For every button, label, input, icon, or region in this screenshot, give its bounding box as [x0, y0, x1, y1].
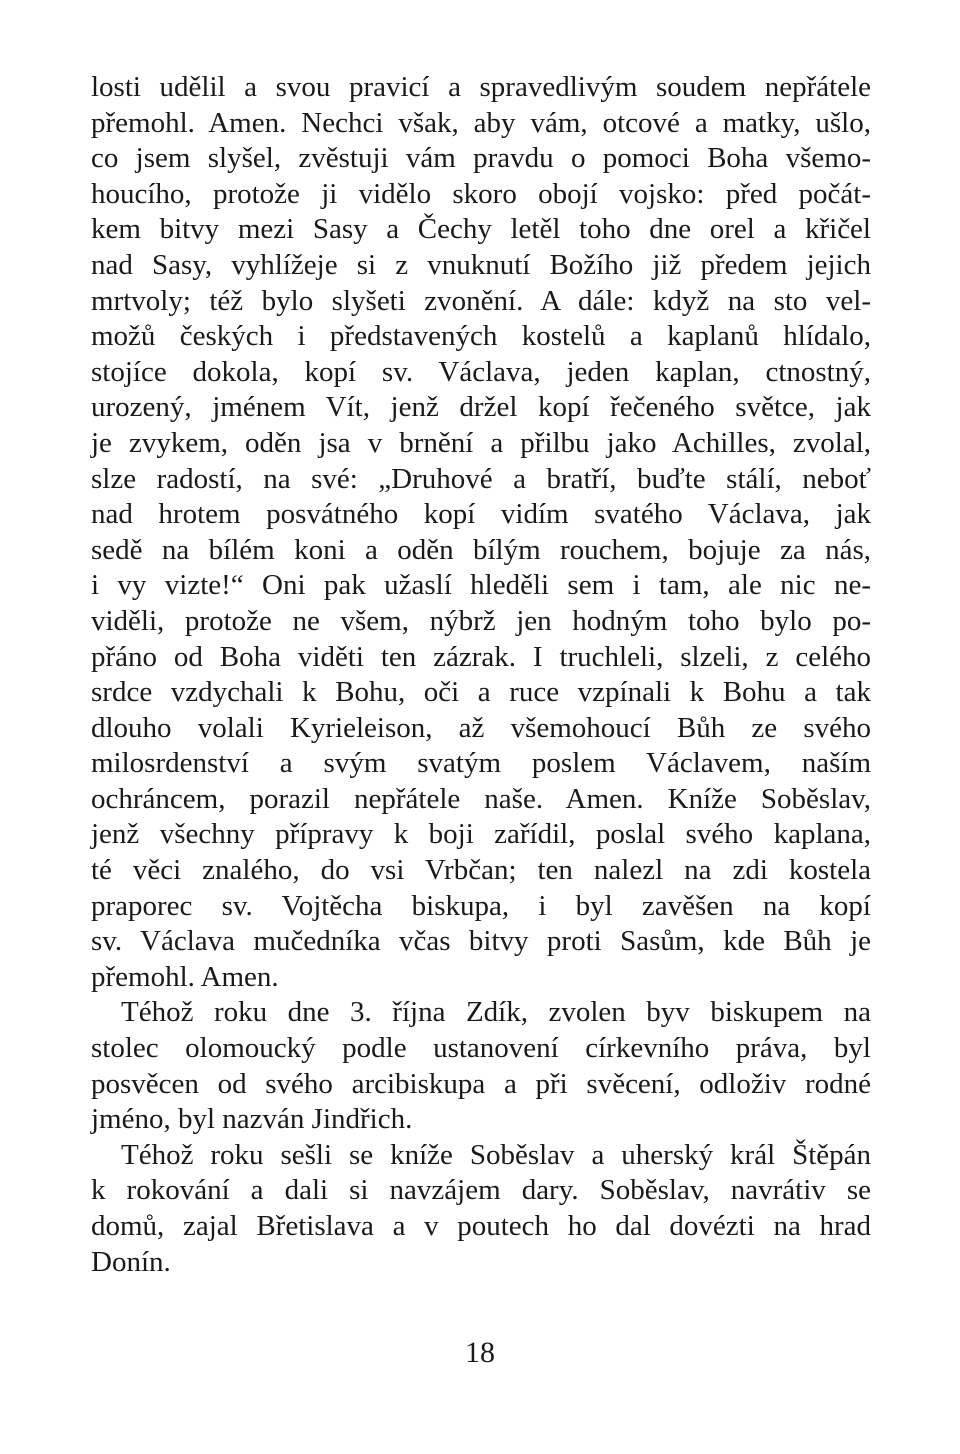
text-line: urozený, jménem Vít, jenž držel kopí řečeného světce, jak: [91, 391, 871, 424]
text-line: domů, zajal Břetislava a v poutech ho dal dovézti na hrad: [91, 1210, 871, 1242]
text-line: praporec sv. Vojtěcha biskupa, i byl zavěšen na kopí: [91, 889, 871, 922]
text-line: přáno od Boha viděti ten zázrak. I truchleli, slzeli, z celého: [91, 640, 871, 673]
text-line: sedě na bílém koni a oděn bílým rouchem, bojuje za nás,: [91, 533, 871, 566]
text-line: srdce vzdychali k Bohu, oči a ruce vzpínali k Bohu a tak: [91, 676, 871, 709]
text-line: ochráncem, porazil nepřátele naše. Amen. Kníže Soběslav,: [91, 782, 871, 815]
text-line: k rokování a dali si navzájem dary. Soběslav, navrátiv se: [91, 1174, 871, 1207]
text-line: jméno, byl nazván Jindřich.: [91, 1103, 413, 1136]
body-text: [91, 70, 871, 1280]
text-line: mrtvoly; též bylo slyšeti zvonění. A dále: když na sto vel-: [91, 284, 871, 317]
text-line: přemohl. Amen.: [91, 960, 279, 993]
text-line: dlouho volali Kyrieleison, až všemohoucí Bůh ze svého: [91, 711, 871, 744]
text-line: možů českých i představených kostelů a kaplanů hlídalo,: [91, 320, 871, 353]
text-line: jenž všechny přípravy k boji zařídil, poslal svého kaplana,: [91, 818, 871, 851]
text-line: houcího, protože ji vidělo skoro obojí vojsko: před počát-: [91, 177, 871, 210]
text-line: přemohl. Amen. Nechci však, aby vám, otcové a matky, ušlo,: [91, 106, 871, 139]
text-line: Donín.: [91, 1245, 171, 1278]
text-line: té věci znalého, do vsi Vrbčan; ten nalezl na zdi kostela: [91, 854, 871, 887]
text-line: co jsem slyšel, zvěstuji vám pravdu o pomoci Boha všemo-: [91, 142, 871, 175]
text-line: i vy vizte!“ Oni pak užaslí hleděli sem i tam, ale nic ne-: [91, 569, 871, 602]
text-line: Téhož roku sešli se kníže Soběslav a uherský král Štěpán: [121, 1138, 871, 1171]
text-line: kem bitvy mezi Sasy a Čechy letěl toho dne orel a křičel: [91, 213, 871, 246]
text-line: Téhož roku dne 3. října Zdík, zvolen byv biskupem na: [121, 996, 871, 1029]
page-number: 18: [465, 1336, 495, 1369]
text-line: je zvykem, oděn jsa v brnění a přilbu jako Achilles, zvolal,: [91, 426, 871, 459]
text-line: stolec olomoucký podle ustanovení církevního práva, byl: [91, 1032, 871, 1065]
text-line: stojíce dokola, kopí sv. Václava, jeden kaplan, ctnostný,: [91, 355, 871, 388]
text-line: nad hrotem posvátného kopí vidím svatého Václava, jak: [91, 498, 871, 531]
text-line: milosrdenství a svým svatým poslem Václavem, naším: [91, 747, 871, 780]
text-line: sv. Václava mučedníka včas bitvy proti Sasům, kde Bůh je: [91, 925, 871, 958]
text-line: nad Sasy, vyhlížeje si z vnuknutí Božího již předem jejich: [91, 248, 871, 281]
text-line: viděli, protože ne všem, nýbrž jen hodným toho bylo po-: [91, 604, 871, 637]
text-line: losti udělil a svou pravicí a spravedlivým soudem nepřátele: [91, 71, 871, 103]
text-line: posvěcen od svého arcibiskupa a při svěcení, odloživ rodné: [91, 1067, 871, 1100]
text-line: slze radostí, na své: „Druhové a bratří, buďte stálí, neboť: [91, 462, 871, 495]
